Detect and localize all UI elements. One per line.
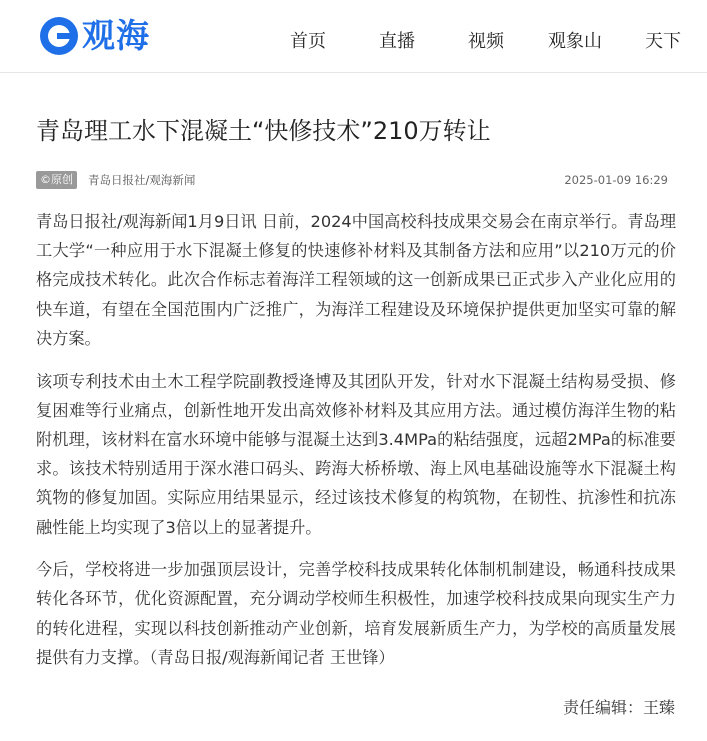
article-paragraph-2: 该项专利技术由土木工程学院副教授逄博及其团队开发，针对水下混凝土结构易受损、修复困难等行业痛点，创新性地开发出高效修补材料及其应用方法。通过模仿海洋生物的粘附机理，该材料在富水环境中能够与混凝土达到3.4MPa的粘结强度，远超2MPa的标准要求。该技术特别适用于深水港口码头、跨海大桥桥墩、海上风电基础设施等水下混凝土构筑物的修复加固。实际应用结果显示，经过该技术修复的构筑物，在韧性、抗渗性和抗冻融性能上均实现了3倍以上的显著提升。 [36, 371, 676, 537]
site-logo[interactable] [40, 16, 150, 56]
article-source: 青岛日报社/观海新闻 [88, 173, 196, 187]
logo-g-icon [40, 17, 78, 55]
nav-live[interactable]: 直播 [379, 31, 415, 52]
article-date: 2025-01-09 16:29 [564, 173, 668, 187]
nav-guanxiangshan[interactable]: 观象山 [548, 31, 602, 52]
site-header [0, 0, 707, 73]
nav-video[interactable]: 视频 [468, 31, 504, 52]
logo-text: 观海 [82, 16, 150, 55]
nav-world[interactable]: 天下 [645, 31, 681, 52]
article-title: 青岛理工水下混凝土“快修技术”210万转让 [36, 117, 491, 145]
original-badge: ©原创 [36, 171, 77, 189]
article-body [36, 207, 676, 686]
article-paragraph-1: 青岛日报社/观海新闻1月9日讯 日前，2024中国高校科技成果交易会在南京举行。青岛理工大学“一种应用于水下混凝土修复的快速修补材料及其制备方法和应用”以210万元的价格完成技术转化。此次合作标志着海洋工程领域的这一创新成果已正式步入产业化应用的快车道，有望在全国范围内广泛推广，为海洋工程建设及环境保护提供更加坚实可靠的解决方案。 [36, 212, 676, 348]
nav-home[interactable]: 首页 [290, 31, 326, 52]
responsible-editor: 责任编辑：王臻 [562, 698, 675, 717]
article-meta [36, 170, 668, 190]
article-paragraph-3: 今后，学校将进一步加强顶层设计，完善学校科技成果转化体制机制建设，畅通科技成果转化各环节，优化资源配置，充分调动学校师生积极性，加速学校科技成果向现实生产力的转化进程，实现以科技创新推动产业创新，培育发展新质生产力，为学校的高质量发展提供有力支撑。（青岛日报/观海新闻记者 王世锋） [36, 560, 676, 667]
